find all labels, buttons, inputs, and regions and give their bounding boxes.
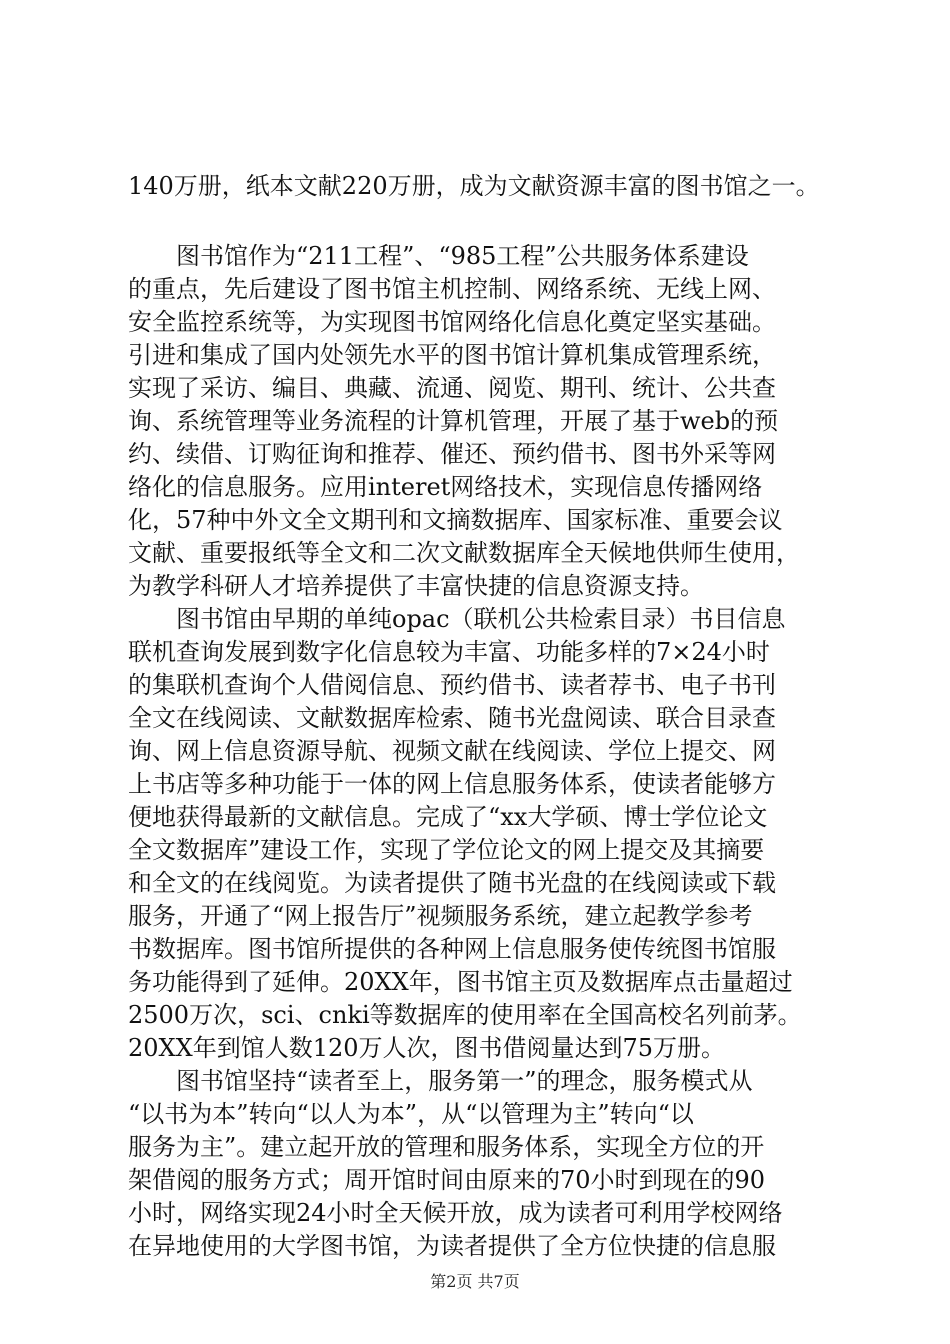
paragraph-gap [128,203,868,240]
page-footer: 第2页 共7页 [430,1272,520,1291]
paragraph-line: 在异地使用的大学图书馆，为读者提供了全方位快捷的信息服 [128,1232,776,1260]
paragraph-line: 服务，开通了“网上报告厅”视频服务系统，建立起教学参考 [128,902,753,930]
paragraph [128,603,868,1065]
paragraph-line: 书数据库。图书馆所提供的各种网上信息服务使传统图书馆服 [128,935,776,963]
opening-line: 140万册，纸本文献220万册，成为文献资源丰富的图书馆之一。 [128,172,820,200]
paragraph [128,1065,868,1263]
paragraph [128,240,868,603]
document-body [128,170,868,1263]
paragraph-line: 架借阅的服务方式；周开馆时间由原来的70小时到现在的90 [128,1166,766,1194]
paragraph-line: 约、续借、订购征询和推荐、催还、预约借书、图书外采等网 [128,440,776,468]
paragraph-line: 询、网上信息资源导航、视频文献在线阅读、学位上提交、网 [128,737,776,765]
paragraph-line: 2500万次，sci、cnki等数据库的使用率在全国高校名列前茅。 [128,1001,802,1029]
paragraph-line: 便地获得最新的文献信息。完成了“xx大学硕、博士学位论文 [128,803,768,831]
paragraph-line: 小时，网络实现24小时全天候开放，成为读者可利用学校网络 [128,1199,783,1227]
paragraph-line: 的集联机查询个人借阅信息、预约借书、读者荐书、电子书刊 [128,671,776,699]
paragraph-line: 询、系统管理等业务流程的计算机管理，开展了基于web的预 [128,407,779,435]
paragraph-line: 文献、重要报纸等全文和二次文献数据库全天候地供师生使用， [128,539,800,567]
paragraph-line: 全文在线阅读、文献数据库检索、随书光盘阅读、联合目录查 [128,704,776,732]
paragraph-line: 上书店等多种功能于一体的网上信息服务体系，使读者能够方 [128,770,776,798]
paragraph-line: 安全监控系统等，为实现图书馆网络化信息化奠定坚实基础。 [128,308,776,336]
paragraph-line: 图书馆坚持“读者至上，服务第一”的理念，服务模式从 [176,1067,753,1095]
paragraph-line: 为教学科研人才培养提供了丰富快捷的信息资源支持。 [128,572,704,600]
paragraph-line: 和全文的在线阅览。为读者提供了随书光盘的在线阅读或下载 [128,869,776,897]
paragraph-line: 图书馆由早期的单纯opac（联机公共检索目录）书目信息 [176,605,786,633]
paragraph-line: 化，57种中外文全文期刊和文摘数据库、国家标准、重要会议 [128,506,783,534]
paragraph-line: “以书为本”转向“以人为本”，从“以管理为主”转向“以 [128,1100,694,1128]
paragraph-list [128,240,868,1263]
paragraph-line: 20XX年到馆人数120万人次，图书借阅量达到75万册。 [128,1034,726,1062]
paragraph-line: 的重点，先后建设了图书馆主机控制、网络系统、无线上网、 [128,275,776,303]
paragraph-line: 联机查询发展到数字化信息较为丰富、功能多样的7×24小时 [128,638,770,666]
paragraph-line: 实现了采访、编目、典藏、流通、阅览、期刊、统计、公共查 [128,374,776,402]
paragraph-line: 引进和集成了国内处领先水平的图书馆计算机集成管理系统， [128,341,776,369]
paragraph-line: 务功能得到了延伸。20XX年，图书馆主页及数据库点击量超过 [128,968,793,996]
paragraph-line: 服务为主”。建立起开放的管理和服务体系，实现全方位的开 [128,1133,765,1161]
paragraph-line: 图书馆作为“211工程”、“985工程”公共服务体系建设 [176,242,749,270]
paragraph-line: 络化的信息服务。应用interet网络技术，实现信息传播网络 [128,473,763,501]
paragraph-line: 全文数据库”建设工作，实现了学位论文的网上提交及其摘要 [128,836,765,864]
